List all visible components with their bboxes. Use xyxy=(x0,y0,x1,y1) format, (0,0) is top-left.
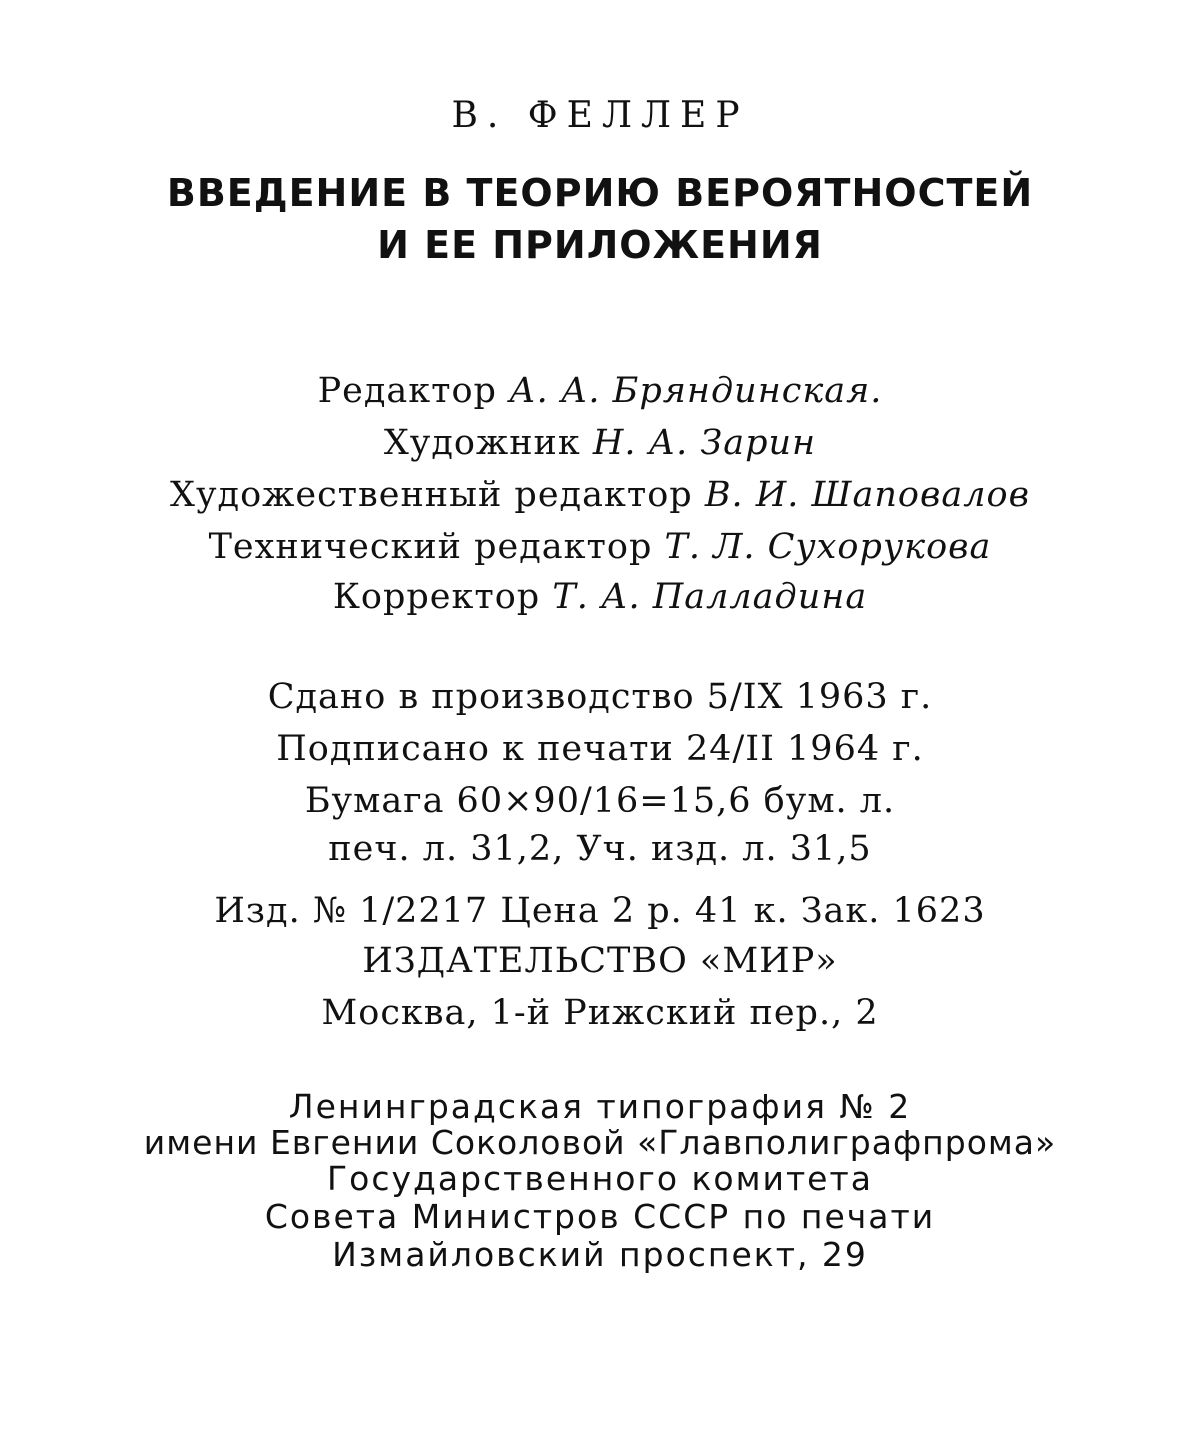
printer-line-4: Совета Министров СССР по печати xyxy=(264,1197,936,1236)
book-title-line-1: ВВЕДЕНИЕ В ТЕОРИЮ ВЕРОЯТНОСТЕЙ xyxy=(166,171,1034,215)
credit-artist xyxy=(0,423,1200,463)
printer-line-1: Ленинградская типография № 2 xyxy=(288,1087,912,1126)
publisher-address: Москва, 1-й Рижский пер., 2 xyxy=(321,993,879,1033)
credit-technical-editor xyxy=(0,527,1200,567)
paper-format: Бумага 60×90/16=15,6 бум. л. xyxy=(304,781,896,821)
credit-role: Редактор xyxy=(317,371,497,411)
credit-person: В. И. Шаповалов xyxy=(704,475,1030,515)
credit-art-editor xyxy=(0,475,1200,515)
credit-role: Корректор xyxy=(332,577,541,617)
credit-proofreader xyxy=(0,577,1200,617)
publisher-name: ИЗДАТЕЛЬСТВО «МИР» xyxy=(362,941,838,981)
signed-to-print-date: Подписано к печати 24/II 1964 г. xyxy=(276,729,924,769)
credit-role: Художник xyxy=(383,423,581,463)
printer-line-3: Государственного комитета xyxy=(327,1159,873,1198)
credit-person: Т. А. Палладина xyxy=(552,577,868,617)
credit-person: Т. Л. Сухорукова xyxy=(664,527,992,567)
credit-person: А. А. Бряндинская. xyxy=(509,371,883,411)
credit-editor xyxy=(0,371,1200,411)
book-title-line-2: И ЕЕ ПРИЛОЖЕНИЯ xyxy=(377,223,823,267)
printer-line-2: имени Евгении Соколовой «Главполиграфпрома» xyxy=(143,1123,1057,1162)
credit-role: Технический редактор xyxy=(208,527,653,567)
credit-person: Н. А. Зарин xyxy=(592,423,817,463)
sheet-counts: печ. л. 31,2, Уч. изд. л. 31,5 xyxy=(328,829,872,869)
author-name: В. ФЕЛЛЕР xyxy=(451,95,749,136)
printer-line-5: Измайловский проспект, 29 xyxy=(332,1235,868,1274)
production-date: Сдано в производство 5/IX 1963 г. xyxy=(267,677,933,717)
order-and-price: Изд. № 1/2217 Цена 2 р. 41 к. Зак. 1623 xyxy=(214,891,986,931)
credit-role: Художественный редактор xyxy=(170,475,693,515)
